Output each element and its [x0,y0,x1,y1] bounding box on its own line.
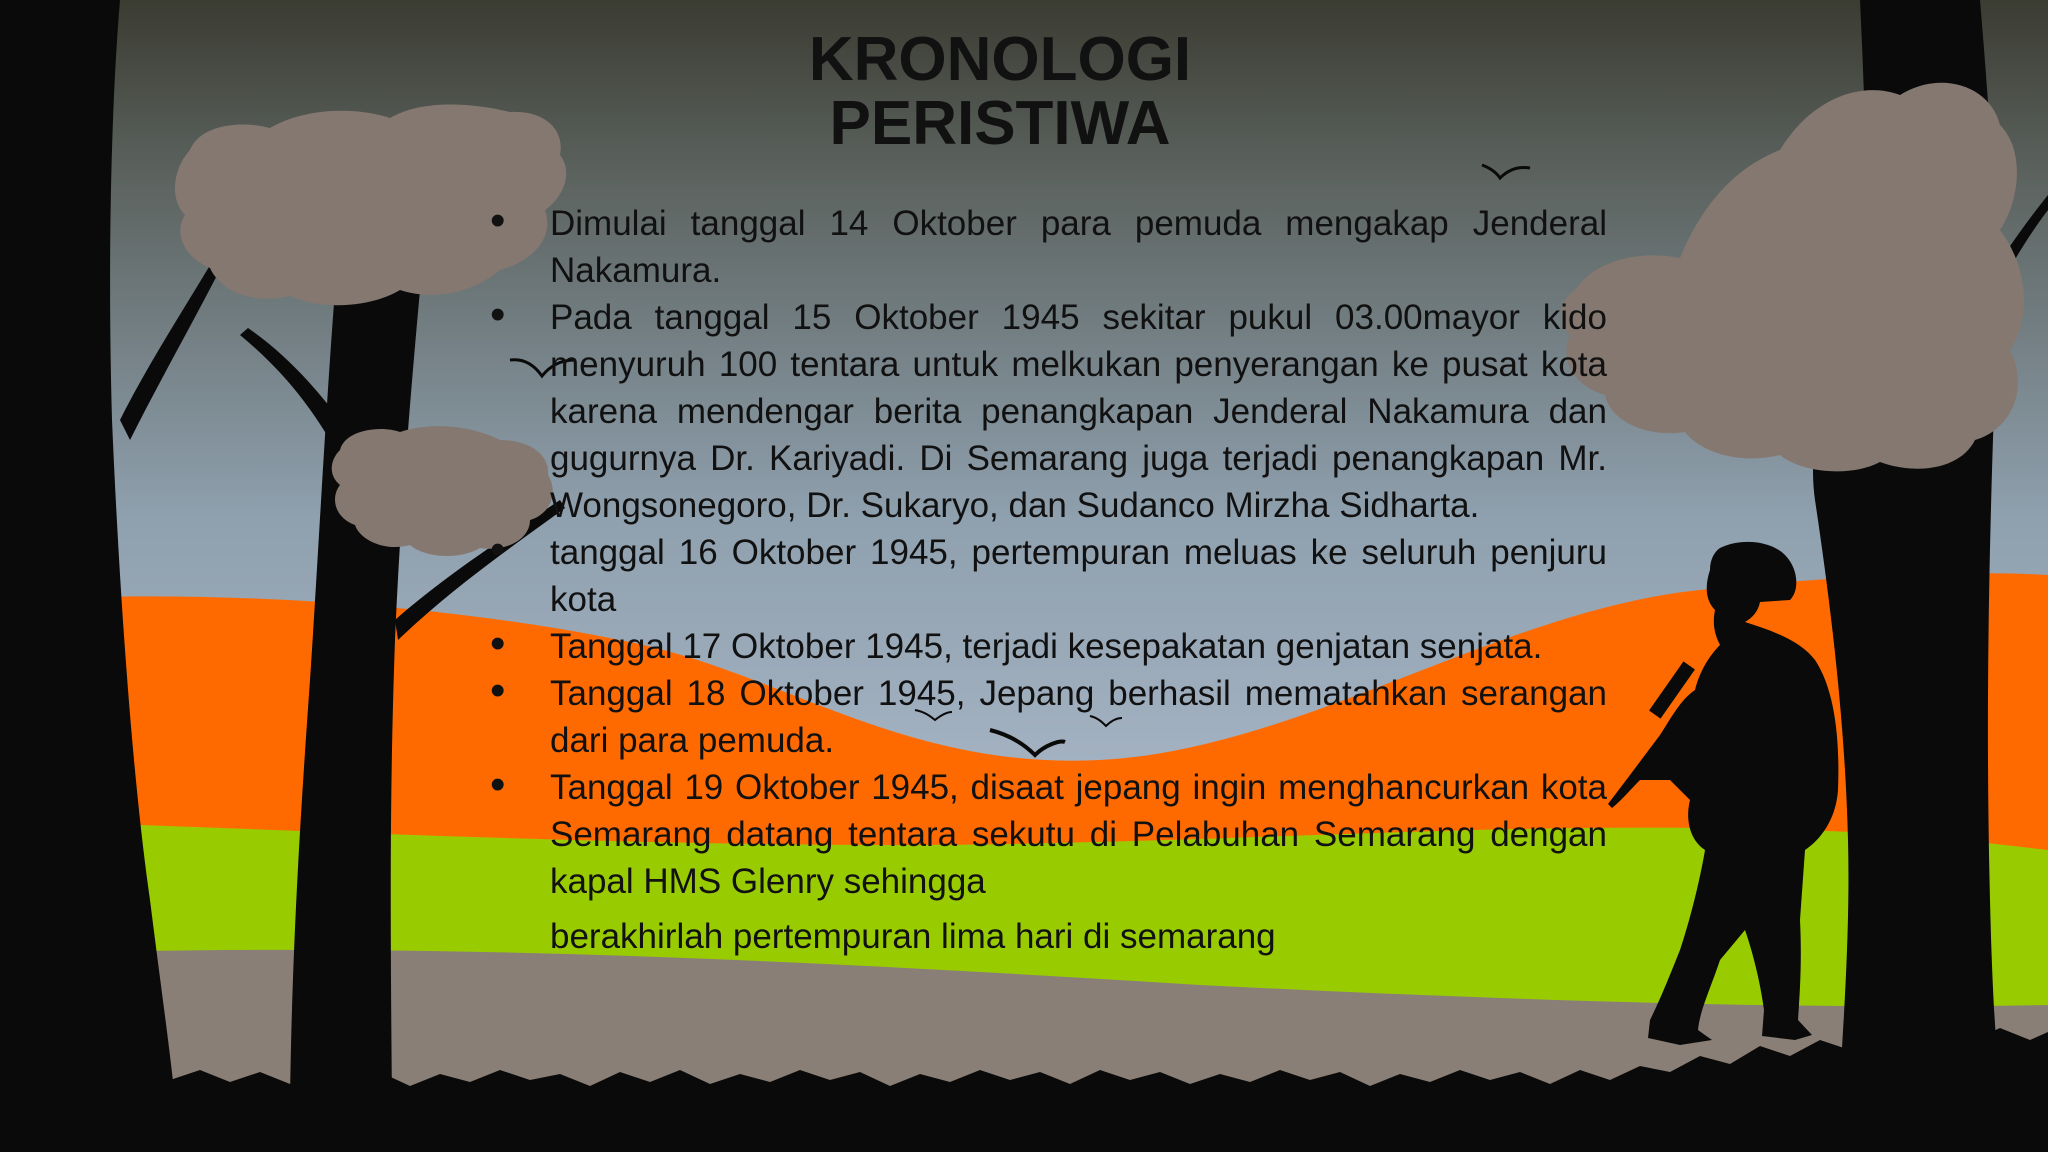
bullet-text: Tanggal 18 Oktober 1945, Jepang berhasil mematahkan serangan dari para pemuda. [550,674,1607,760]
bullet-text: Tanggal 17 Oktober 1945, terjadi kesepakatan genjatan senjata. [550,627,1543,666]
list-item [490,670,1607,764]
list-item [490,623,1607,670]
bullet-text: Dimulai tanggal 14 Oktober para pemuda mengakap Jenderal Nakamura. [550,204,1607,290]
bullet-text: Tanggal 19 Oktober 1945, disaat jepang ingin menghancurkan kota Semarang datang tentara sekutu di Pelabuhan Semarang dengan kapal HMS Glenry sehingga [550,768,1607,901]
bullet-text: tanggal 16 Oktober 1945, pertempuran meluas ke seluruh penjuru kota [550,533,1607,619]
chronology-list [490,200,1607,960]
title-line-1: KRONOLOGI [808,25,1192,94]
list-item [490,529,1607,623]
list-item [490,200,1607,294]
slide-title [0,25,2000,158]
bullet-text: Pada tanggal 15 Oktober 1945 sekitar pukul 03.00mayor kido menyuruh 100 tentara untuk melkukan penyerangan ke pusat kota karena mendengar berita penangkapan Jenderal Nakamura dan gugurnya Dr. Kariyadi. Di Semarang juga terjadi penangkapan Mr. Wongsonegoro, Dr. Sukaryo, dan Sudanco Mirzha Sidharta. [550,298,1607,525]
list-item [490,294,1607,529]
bullet-text-tail: berakhirlah pertempuran lima hari di semarang [550,917,1276,956]
list-item [490,764,1607,960]
title-line-2: PERISTIWA [829,89,1171,158]
